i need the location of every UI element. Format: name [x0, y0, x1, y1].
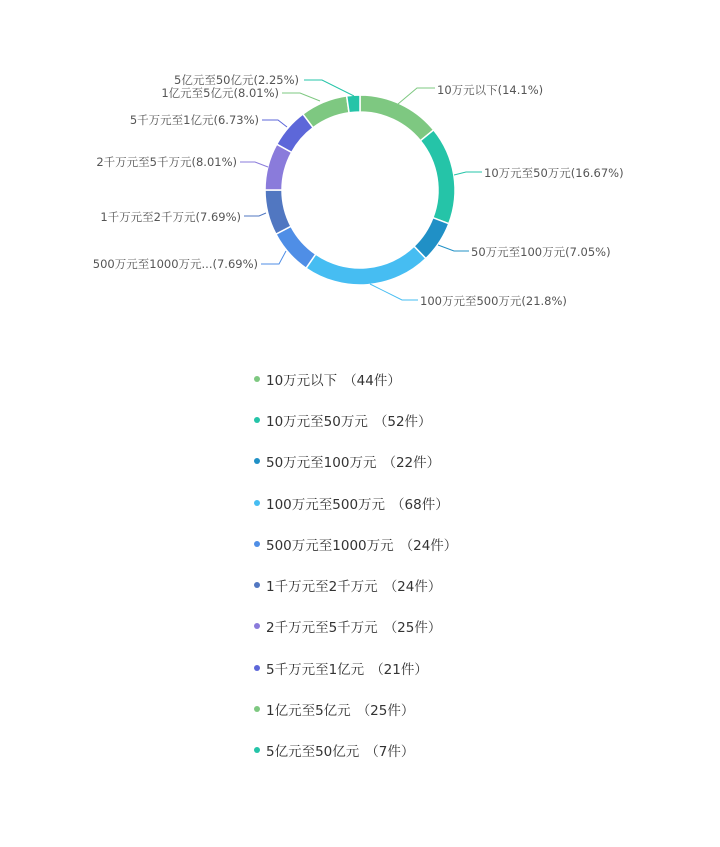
donut-slice[interactable] — [276, 226, 316, 268]
legend-dot-icon — [254, 706, 260, 712]
legend-item[interactable] — [254, 441, 674, 482]
legend-label: 1千万元至2千万元 — [266, 579, 378, 596]
legend-dot-icon — [254, 747, 260, 753]
callout-label: 50万元至100万元(7.05%) — [471, 245, 611, 259]
legend-dot-icon — [254, 582, 260, 588]
legend-count: （25件） — [383, 620, 442, 637]
legend-item[interactable] — [254, 358, 674, 399]
callout-label: 1千万元至2千万元(7.69%) — [100, 210, 241, 224]
legend-label: 50万元至100万元 — [266, 455, 377, 472]
callout-line — [398, 88, 435, 104]
legend-label: 500万元至1000万元 — [266, 537, 394, 554]
callout-line — [438, 245, 469, 251]
callout-label: 10万元以下(14.1%) — [437, 83, 544, 97]
legend-label: 2千万元至5千万元 — [266, 620, 378, 637]
callout-line — [370, 284, 418, 300]
donut-slice[interactable] — [265, 144, 292, 190]
legend-item[interactable] — [254, 399, 674, 440]
legend-count: （25件） — [356, 703, 415, 720]
callout-label: 10万元至50万元(16.67%) — [484, 166, 624, 180]
legend-dot-icon — [254, 665, 260, 671]
callout-label: 5千万元至1亿元(6.73%) — [129, 113, 259, 127]
donut-slice[interactable] — [306, 246, 426, 285]
legend-count: （24件） — [399, 537, 458, 554]
legend-label: 10万元至50万元 — [266, 413, 368, 430]
legend-item[interactable] — [254, 647, 674, 688]
donut-slice[interactable] — [265, 190, 291, 234]
donut-slice[interactable] — [360, 95, 434, 141]
legend-count: （52件） — [373, 413, 432, 430]
donut-slice[interactable] — [347, 95, 360, 113]
legend-label: 5亿元至50亿元 — [266, 744, 360, 761]
callout-line — [261, 251, 286, 264]
legend-label: 10万元以下 — [266, 372, 338, 389]
legend-count: （24件） — [383, 579, 442, 596]
legend-label: 100万元至500万元 — [266, 496, 386, 513]
callout-line — [240, 162, 268, 167]
legend-label: 5千万元至1亿元 — [266, 661, 365, 678]
legend-count: （21件） — [370, 661, 428, 678]
donut-slice[interactable] — [303, 96, 349, 128]
legend-dot-icon — [254, 500, 260, 506]
legend-item[interactable] — [254, 688, 674, 729]
legend-item[interactable] — [254, 606, 674, 647]
legend-count: （68件） — [391, 496, 449, 513]
legend-item[interactable] — [254, 564, 674, 605]
chart-legend — [254, 358, 674, 771]
callout-label: 1亿元至5亿元(8.01%) — [161, 86, 279, 100]
legend-dot-icon — [254, 376, 260, 382]
legend-item[interactable] — [254, 730, 674, 771]
legend-count: （22件） — [382, 455, 441, 472]
callout-line — [282, 93, 320, 101]
callout-label: 500万元至1000万元...(7.69%) — [92, 257, 258, 271]
legend-count: （44件） — [343, 372, 401, 389]
callout-line — [454, 172, 482, 175]
legend-count: （7件） — [365, 744, 415, 761]
callout-line — [304, 80, 354, 96]
legend-dot-icon — [254, 417, 260, 423]
callout-line — [244, 213, 266, 216]
callout-label: 5亿元至50亿元(2.25%) — [174, 73, 299, 87]
legend-label: 1亿元至5亿元 — [266, 703, 351, 720]
legend-dot-icon — [254, 458, 260, 464]
donut-slice[interactable] — [420, 130, 455, 224]
legend-dot-icon — [254, 623, 260, 629]
callout-label: 2千万元至5千万元(8.01%) — [96, 155, 237, 169]
legend-dot-icon — [254, 541, 260, 547]
donut-chart — [0, 0, 720, 340]
legend-item[interactable] — [254, 482, 674, 523]
legend-item[interactable] — [254, 523, 674, 564]
callout-label: 100万元至500万元(21.8%) — [420, 294, 567, 308]
callout-line — [262, 120, 287, 127]
